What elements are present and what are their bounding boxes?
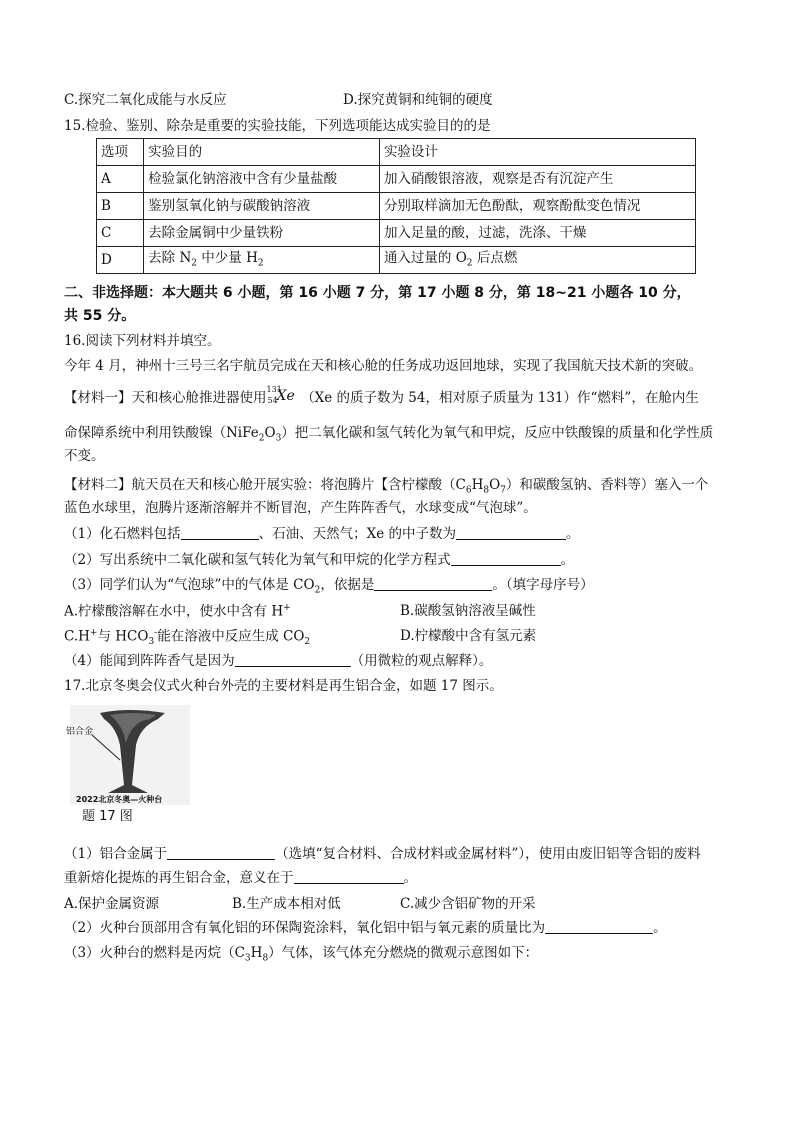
text: 【材料二】航天员在天和核心舱开展实验：将泡腾片【含柠檬酸（C xyxy=(64,477,466,493)
text: （用微粒的观点解释）。 xyxy=(350,653,493,669)
subscript: 3 xyxy=(148,637,155,648)
answer-blank[interactable] xyxy=(456,527,566,540)
text: （1）铝合金属于 xyxy=(64,846,168,862)
text: 中少量 H xyxy=(197,250,258,267)
q17-part2 xyxy=(64,920,667,937)
row-design xyxy=(379,247,695,274)
superscript: - xyxy=(154,628,158,638)
q17-part1-line1 xyxy=(64,846,701,863)
header-purpose: 实验目的 xyxy=(144,139,380,166)
q16-intro: 今年 4 月，神州十三号三名宇航员完成在天和核心舱的任务成功返回地球，实现了我国航天技术新的突破。 xyxy=(64,358,703,374)
text: 【材料一】天和核心舱推进器使用 xyxy=(64,390,267,406)
row-design: 分别取样滴加无色酚酞，观察酚酞变色情况 xyxy=(379,193,695,220)
table-row xyxy=(97,220,696,247)
row-purpose xyxy=(144,247,380,274)
q16-material1-line3: 不变。 xyxy=(64,448,105,464)
row-purpose: 鉴别氢氧化钠与碳酸钠溶液 xyxy=(144,193,380,220)
text: 。 xyxy=(403,870,417,886)
subscript: 2 xyxy=(257,258,264,269)
text: ）和碳酸氢钠、香料等）塞入一个 xyxy=(505,477,709,493)
answer-blank[interactable] xyxy=(374,578,492,591)
q17-stem: 17.北京冬奥会仪式火种台外壳的主要材料是再生铝合金，如题 17 图示。 xyxy=(64,678,503,694)
figure-caption-small: 2022北京冬奥—火种台 xyxy=(76,795,163,804)
q17-option-b: B.生产成本相对低 xyxy=(232,896,341,912)
header-option: 选项 xyxy=(97,139,144,166)
q17-part1-line2 xyxy=(64,870,417,887)
table-row xyxy=(97,193,696,220)
text: 后点燃 xyxy=(472,250,518,267)
table-row xyxy=(97,166,696,193)
answer-blank[interactable] xyxy=(545,921,653,934)
row-design: 加入足量的酸，过滤，洗涤、干燥 xyxy=(379,220,695,247)
text: （Xe 的质子数为 54，相对原子质量为 131）作“燃料”，在舱内生 xyxy=(301,390,699,406)
text: C.H xyxy=(64,628,90,645)
subscript: 3 xyxy=(244,953,251,964)
row-design: 加入硝酸银溶液，观察是否有沉淀产生 xyxy=(379,166,695,193)
row-purpose: 检验氯化钠溶液中含有少量盐酸 xyxy=(144,166,380,193)
torch-stand-figure xyxy=(66,705,190,825)
text: ）把二氧化碳和氢气转化为氧气和甲烷，反应中铁酸镍的质量和化学性质 xyxy=(281,425,714,441)
text: （1）化石燃料包括 xyxy=(64,526,181,542)
text: 。 xyxy=(560,552,575,568)
text: 。（填字母序号） xyxy=(492,577,594,593)
text: 。 xyxy=(653,920,667,936)
section-heading-line1: 二、非选择题：本大题共 6 小题，第 16 小题 7 分，第 17 小题 8 分，第 18~21 小题各 10 分， xyxy=(64,285,691,301)
text: H xyxy=(471,477,484,493)
q15-table xyxy=(96,138,696,274)
section-heading-line2: 共 55 分。 xyxy=(64,308,136,324)
q14-option-d: D.探究黄铜和纯铜的硬度 xyxy=(343,92,493,108)
text: 与 HCO xyxy=(97,628,149,645)
text: 命保障系统中利用铁酸镍（NiFe xyxy=(64,425,259,441)
row-purpose: 去除金属铜中少量铁粉 xyxy=(144,220,380,247)
q17-option-c: C.减少含铝矿物的开采 xyxy=(400,896,536,912)
q16-material2-line1 xyxy=(64,477,708,497)
subscript: 2 xyxy=(314,585,321,596)
subscript: 8 xyxy=(483,485,490,496)
q16-option-a xyxy=(64,603,291,620)
q16-material1-line1 xyxy=(64,385,699,407)
table-header-row xyxy=(97,139,696,166)
row-label: A xyxy=(97,166,144,193)
text: 去除 N xyxy=(148,250,192,267)
q16-part1 xyxy=(64,526,580,543)
q17-option-a: A.保护金属资源 xyxy=(64,896,160,912)
text: 、石油、天然气；Xe 的中子数为 xyxy=(258,526,456,542)
atomic-number: 54 xyxy=(267,396,278,405)
text: （2）火种台顶部用含有氧化铝的环保陶瓷涂料，氧化铝中铝与氧元素的质量比为 xyxy=(64,920,546,936)
xenon-isotope xyxy=(266,385,295,406)
q16-material2-line2: 蓝色水球里，泡腾片逐渐溶解并不断冒泡，产生阵阵香气，水球变成“气泡球”。 xyxy=(64,500,537,516)
subscript: 2 xyxy=(258,433,265,444)
figure-caption: 题 17 图 xyxy=(82,809,133,824)
text: （选填“复合材料、合成材料或金属材料”），使用由废旧铝等含铝的废料 xyxy=(275,846,701,862)
q16-part3 xyxy=(64,577,594,597)
text: （4）能闻到阵阵香气是因为 xyxy=(64,653,235,669)
text: （3）同学们认为“气泡球”中的气体是 CO xyxy=(64,577,315,593)
subscript: 2 xyxy=(304,637,311,648)
q16-material1-line2 xyxy=(64,425,713,445)
text: O xyxy=(489,477,501,493)
text: 重新熔化提炼的再生铝合金，意义在于 xyxy=(64,870,294,886)
text: 通入过量的 O xyxy=(383,250,467,267)
subscript: 2 xyxy=(466,258,473,269)
answer-blank[interactable] xyxy=(167,847,275,860)
text: ，依据是 xyxy=(320,577,375,593)
q16-part2 xyxy=(64,552,574,569)
q16-option-c xyxy=(64,628,310,648)
text: 能在溶液中反应生成 CO xyxy=(157,628,305,645)
text: H xyxy=(250,945,263,961)
subscript: 7 xyxy=(500,485,506,496)
text: （3）火种台的燃料是丙烷（C xyxy=(64,945,245,961)
answer-blank[interactable] xyxy=(181,527,259,540)
q16-option-d: D.柠檬酸中含有氢元素 xyxy=(400,628,537,644)
answer-blank[interactable] xyxy=(294,871,404,884)
figure-label-aluminum-alloy: 铝合金 xyxy=(66,727,94,737)
text: A.柠檬酸溶解在水中，使水中含有 H xyxy=(64,603,284,620)
subscript: 8 xyxy=(262,953,269,964)
subscript: 3 xyxy=(275,433,282,444)
torch-stand-image xyxy=(70,705,190,805)
mass-number: 131 xyxy=(266,385,282,394)
row-label: D xyxy=(97,247,144,274)
superscript: + xyxy=(89,628,98,638)
row-label: C xyxy=(97,220,144,247)
q17-part3 xyxy=(64,945,538,965)
row-label: B xyxy=(97,193,144,220)
header-design: 实验设计 xyxy=(379,139,695,166)
q16-option-b: B.碳酸氢钠溶液呈碱性 xyxy=(400,603,536,619)
text: O xyxy=(264,425,276,441)
subscript: 6 xyxy=(465,485,472,496)
element-symbol: Xe xyxy=(276,388,295,404)
superscript: + xyxy=(283,603,291,613)
answer-blank[interactable] xyxy=(235,654,351,667)
q15-stem: 15.检验、鉴别、除杂是重要的实验技能，下列选项能达成实验目的的是 xyxy=(64,118,491,134)
q16-stem: 16.阅读下列材料并填空。 xyxy=(64,333,221,349)
q14-option-c: C.探究二氧化成能与水反应 xyxy=(64,92,227,108)
subscript: 2 xyxy=(191,258,197,269)
text: ）气体，该气体充分燃烧的微观示意图如下： xyxy=(268,945,539,961)
table-row xyxy=(97,247,696,274)
q16-part4 xyxy=(64,653,492,670)
text: （2）写出系统中二氧化碳和氢气转化为氧气和甲烷的化学方程式 xyxy=(64,552,451,568)
answer-blank[interactable] xyxy=(451,553,561,566)
text: 。 xyxy=(566,526,580,542)
